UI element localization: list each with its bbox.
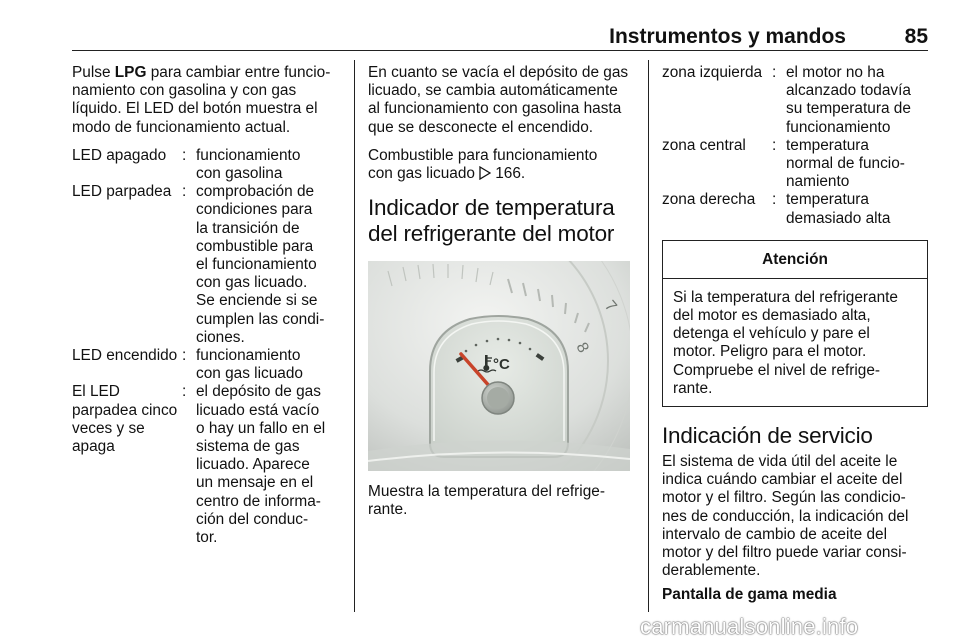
- zone-label: zona central: [662, 136, 746, 154]
- text-line: ciones.: [196, 328, 245, 346]
- text-line: derablemente.: [662, 562, 761, 580]
- zone-label: zona derecha: [662, 191, 756, 209]
- text-line: LED parpadea: [72, 183, 172, 201]
- text-line: normal de funcio-: [786, 155, 905, 173]
- intro-text: líquido. El LED del botón muestra el: [72, 100, 318, 118]
- text-line: En cuanto se vacía el depósito de gas: [368, 64, 629, 81]
- warning-body: [663, 279, 927, 406]
- text-line: indica cuándo cambiar el aceite del: [662, 471, 903, 489]
- text-line: sistema de gas: [196, 438, 300, 456]
- led-table-row: [72, 383, 342, 547]
- gauge-unit-label: °C: [493, 356, 510, 374]
- service-section-heading: Indicación de servicio: [662, 423, 873, 449]
- text-line: que se desconecte el encendido.: [368, 118, 594, 136]
- text-line: temperatura: [786, 136, 869, 154]
- text-line: Muestra la temperatura del refrige-: [368, 483, 605, 501]
- text-line: su temperatura de: [786, 100, 911, 118]
- led-state-label: [72, 147, 182, 183]
- text-line: del motor es demasiado alta,: [673, 307, 871, 325]
- text-line: Combustible para funcionamiento: [368, 146, 598, 164]
- zone-table-row: [662, 64, 928, 137]
- zone-description: [786, 137, 928, 192]
- led-state-description: [196, 383, 342, 547]
- led-state-label: [72, 183, 182, 347]
- text-line: licuado está vacío: [196, 401, 320, 419]
- text-line: rante.: [673, 379, 713, 397]
- text-line: la transición de: [196, 219, 300, 237]
- separator-colon: :: [182, 183, 187, 201]
- temperature-zone-table: [662, 64, 928, 228]
- text-line: ción del conduc-: [196, 510, 309, 528]
- text-line: LED encendido: [72, 347, 178, 365]
- zone-label: zona izquierda: [662, 64, 763, 81]
- page-number: 85: [904, 25, 928, 48]
- text-line: al funcionamiento con gasolina hasta: [368, 100, 622, 118]
- zone-description: [786, 64, 928, 137]
- column-2: [368, 64, 634, 530]
- text-line: con gas licuado: [368, 165, 480, 183]
- text-line: El sistema de vida útil del aceite le: [662, 453, 898, 471]
- header-rule: [72, 50, 928, 51]
- heading-line: Indicador de temperatura: [368, 195, 615, 221]
- led-table-row: [72, 183, 342, 347]
- text-line: intervalo de cambio de aceite del: [662, 525, 888, 543]
- text-line: veces y se: [72, 419, 145, 437]
- lpg-reference-paragraph: [368, 147, 634, 185]
- text-line: detenga el vehículo y pare el: [673, 325, 870, 343]
- separator-colon: :: [182, 146, 187, 164]
- text-line: El LED: [72, 383, 120, 401]
- text-line: Si la temperatura del refrigerante: [673, 288, 898, 306]
- separator-colon: :: [182, 383, 187, 401]
- led-table-row: [72, 147, 342, 183]
- heading-line: del refrigerante del motor: [368, 221, 615, 247]
- text-line: funcionamiento: [196, 347, 301, 365]
- text-line: Se enciende si se: [196, 292, 318, 310]
- text-line: licuado, se cambia automáticamente: [368, 82, 618, 100]
- intro-text: Pulse: [72, 64, 115, 81]
- text-line: funcionamiento: [196, 146, 301, 164]
- lpg-button-label: LPG: [114, 64, 147, 81]
- watermark: carmanualsonline.info: [640, 614, 859, 639]
- scale-digit-7: 7: [600, 297, 620, 316]
- text-line: el depósito de gas: [196, 383, 321, 401]
- text-line: rante.: [368, 501, 408, 519]
- led-state-description: [196, 147, 342, 183]
- text-line: el motor no ha: [786, 64, 885, 81]
- column-1: [72, 64, 342, 547]
- text-line: un mensaje en el: [196, 474, 314, 492]
- zone-table-row: [662, 191, 928, 227]
- column-divider-2: [648, 60, 649, 612]
- intro-text: para cambiar entre funcio-: [146, 64, 331, 81]
- text-line: el funcionamiento: [196, 256, 317, 274]
- text-line: con gas licuado.: [196, 274, 308, 292]
- text-line: comprobación de: [196, 183, 315, 201]
- text-line: tor.: [196, 529, 218, 547]
- coolant-gauge-illustration: [368, 261, 630, 471]
- text-line: funcionamiento: [786, 118, 891, 136]
- autoswitch-paragraph: [368, 64, 634, 137]
- text-line: nes de conducción, la indicación del: [662, 507, 909, 525]
- text-line: cumplen las condi-: [196, 310, 325, 328]
- separator-colon: :: [772, 64, 777, 81]
- gauge-caption: [368, 483, 634, 519]
- separator-colon: :: [772, 191, 777, 209]
- text-line: Compruebe el nivel de refrige-: [673, 361, 881, 379]
- text-line: apaga: [72, 438, 115, 456]
- warning-box: [662, 240, 928, 407]
- text-line: con gasolina: [196, 165, 283, 183]
- zone-table-row: [662, 137, 928, 192]
- intro-text: namiento con gasolina y con gas: [72, 82, 297, 100]
- text-line: motor. Peligro para el motor.: [673, 343, 867, 361]
- text-line: alcanzado todavía: [786, 82, 911, 100]
- led-table-row: [72, 347, 342, 383]
- separator-colon: :: [772, 136, 777, 154]
- text-line: temperatura: [786, 191, 869, 209]
- text-line: parpadea cinco: [72, 401, 178, 419]
- warning-title: Atención: [663, 241, 927, 279]
- led-state-description: [196, 183, 342, 347]
- text-line: motor y del filtro puede variar consi-: [662, 544, 907, 562]
- text-line: motor y el filtro. Según las condicio-: [662, 489, 906, 507]
- text-line: licuado. Aparece: [196, 456, 310, 474]
- led-state-label: [72, 347, 182, 383]
- intro-text: modo de funcionamiento actual.: [72, 118, 291, 136]
- intro-paragraph: [72, 64, 342, 137]
- text-line: con gas licuado: [196, 365, 303, 383]
- separator-colon: :: [182, 347, 187, 365]
- text-line: centro de informa-: [196, 492, 321, 510]
- text-line: demasiado alta: [786, 209, 891, 227]
- led-status-table: [72, 147, 342, 547]
- page-reference[interactable]: 166.: [495, 165, 526, 183]
- coolant-section-heading: [368, 195, 634, 247]
- text-line: combustible para: [196, 237, 314, 255]
- led-state-description: [196, 347, 342, 383]
- zone-description: [786, 191, 928, 227]
- cross-reference-arrow-icon: [479, 166, 491, 185]
- text-line: o hay un fallo en el: [196, 419, 326, 437]
- text-line: namiento: [786, 173, 850, 191]
- column-divider-1: [354, 60, 355, 612]
- text-line: condiciones para: [196, 201, 313, 219]
- scale-digit-8: 8: [572, 340, 592, 356]
- service-paragraph: [662, 453, 928, 580]
- led-state-label: [72, 383, 182, 547]
- text-line: LED apagado: [72, 146, 167, 164]
- running-header-title: Instrumentos y mandos: [609, 25, 846, 48]
- column-3: [662, 64, 928, 605]
- midrange-display-subhead: Pantalla de gama media: [662, 586, 837, 604]
